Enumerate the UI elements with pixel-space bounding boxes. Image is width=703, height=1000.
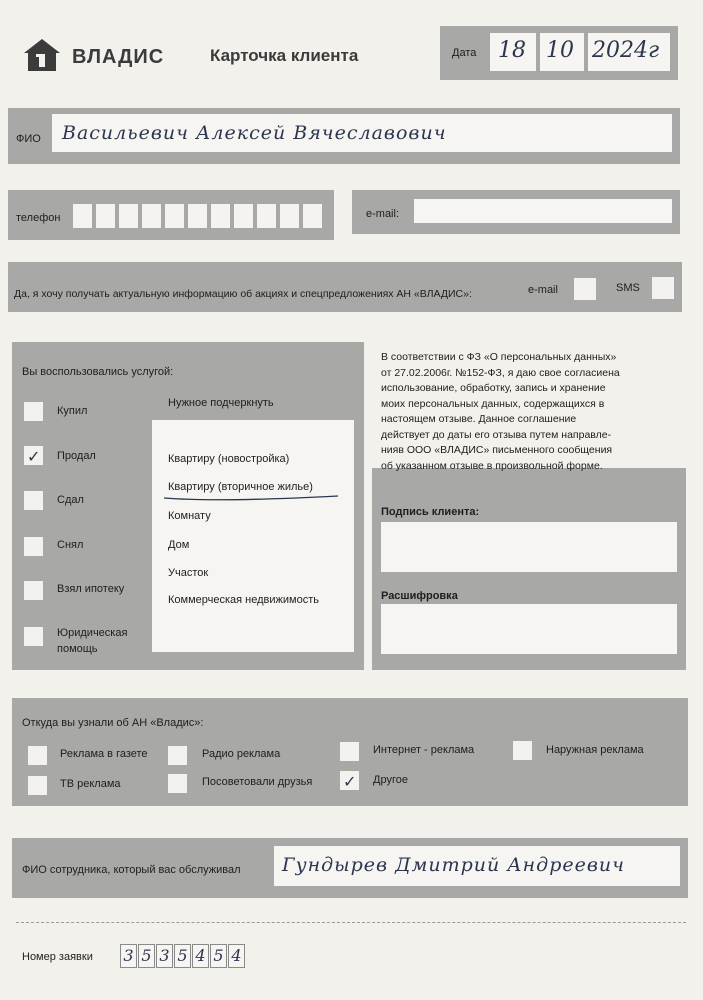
source-label-newspaper: Реклама в газете bbox=[60, 748, 148, 760]
request-digit-cell[interactable] bbox=[228, 944, 245, 968]
phone-digit-cell[interactable] bbox=[165, 204, 184, 228]
consent-line: настоящем отзыве. Данное соглашение bbox=[381, 413, 577, 425]
source-label-other: Другое bbox=[373, 774, 408, 786]
email-field[interactable] bbox=[414, 199, 672, 223]
service-label-sold: Продал bbox=[57, 450, 96, 462]
request-digit-cell[interactable] bbox=[156, 944, 173, 968]
object-house[interactable]: Дом bbox=[168, 539, 190, 551]
form-title: Карточка клиента bbox=[210, 46, 359, 65]
subscribe-sms-label: SMS bbox=[616, 282, 640, 294]
phone-digit-cell[interactable] bbox=[303, 204, 322, 228]
consent-line: В соответствии с ФЗ «О персональных данных» bbox=[381, 351, 617, 363]
source-label-tv: ТВ реклама bbox=[60, 778, 121, 790]
consent-line: действует до даты его отзыва путем направле- bbox=[381, 428, 612, 441]
decode-label: Расшифровка bbox=[381, 590, 458, 602]
check-mark-icon: ✓ bbox=[27, 447, 41, 466]
request-digit: 5 bbox=[213, 946, 224, 965]
consent-text bbox=[381, 350, 620, 474]
email-label: e-mail: bbox=[366, 208, 400, 220]
request-digit-cell[interactable] bbox=[138, 944, 155, 968]
service-label-rented-out: Сдал bbox=[57, 494, 84, 506]
service-checkbox-rented[interactable] bbox=[24, 537, 43, 556]
consent-line: моих персональных данных, содержащихся в bbox=[381, 397, 605, 410]
date-label: Дата bbox=[452, 47, 477, 59]
logo-icon bbox=[22, 37, 62, 73]
request-digit-cell[interactable] bbox=[192, 944, 209, 968]
object-commercial[interactable]: Коммерческая недвижимость bbox=[168, 594, 319, 606]
signature-field[interactable] bbox=[381, 522, 677, 572]
subscribe-email-checkbox[interactable] bbox=[574, 278, 596, 300]
services-title: Вы воспользовались услугой: bbox=[22, 366, 174, 378]
object-room[interactable]: Комнату bbox=[168, 510, 211, 522]
object-land[interactable]: Участок bbox=[168, 567, 209, 579]
phone-digit-cell[interactable] bbox=[211, 204, 230, 228]
date-month-value: 10 bbox=[546, 38, 574, 63]
request-label: Номер заявки bbox=[22, 951, 93, 963]
service-label-legal: Юридическая bbox=[57, 627, 128, 639]
fio-value: Васильевич Алексей Вячеславович bbox=[62, 122, 447, 144]
dashed-divider bbox=[16, 922, 686, 923]
date-day-value: 18 bbox=[498, 38, 526, 63]
source-checkbox-newspaper[interactable] bbox=[28, 746, 47, 765]
consent-line: использование, обработку, запись и хранение bbox=[381, 382, 606, 394]
source-title: Откуда вы узнали об АН «Владис»: bbox=[22, 717, 204, 729]
phone-digit-cell[interactable] bbox=[73, 204, 92, 228]
request-digit-cell[interactable] bbox=[120, 944, 137, 968]
request-digit: 3 bbox=[159, 946, 170, 965]
source-checkbox-friends[interactable] bbox=[168, 774, 187, 793]
phone-digit-cell[interactable] bbox=[257, 204, 276, 228]
services-hint: Нужное подчеркнуть bbox=[168, 397, 274, 409]
consent-line: об указанном отзыве в произвольной форме. bbox=[381, 459, 603, 472]
source-label-outdoor: Наружная реклама bbox=[546, 744, 644, 756]
phone-digit-cell[interactable] bbox=[188, 204, 207, 228]
source-checkbox-internet[interactable] bbox=[340, 742, 359, 761]
request-digit-cell[interactable] bbox=[210, 944, 227, 968]
object-secondary-apartment[interactable]: Квартиру (вторичное жилье) bbox=[168, 481, 313, 493]
date-year-value: 2024г bbox=[592, 38, 660, 63]
service-checkbox-rented-out[interactable] bbox=[24, 491, 43, 510]
phone-digit-cell[interactable] bbox=[142, 204, 161, 228]
underline-stroke bbox=[162, 489, 342, 499]
fio-label: ФИО bbox=[16, 133, 41, 145]
phone-digit-cell[interactable] bbox=[280, 204, 299, 228]
phone-digit-cell[interactable] bbox=[234, 204, 253, 228]
source-checkbox-outdoor[interactable] bbox=[513, 741, 532, 760]
subscribe-text: Да, я хочу получать актуальную информацию об акциях и спецпредложениях АН «ВЛАДИС»: bbox=[14, 288, 472, 300]
subscribe-email-label: e-mail bbox=[528, 284, 558, 296]
employee-value: Гундырев Дмитрий Андреевич bbox=[282, 854, 625, 876]
request-digit: 4 bbox=[195, 946, 206, 965]
consent-line: от 27.02.2006г. №152-ФЗ, я даю свое согласиена bbox=[381, 366, 620, 379]
request-digit: 3 bbox=[123, 946, 134, 965]
signature-label: Подпись клиента: bbox=[381, 506, 480, 518]
request-digit: 5 bbox=[177, 946, 188, 965]
employee-label: ФИО сотрудника, который вас обслуживал bbox=[22, 864, 241, 876]
service-checkbox-legal[interactable] bbox=[24, 627, 43, 646]
phone-label: телефон bbox=[16, 212, 61, 224]
request-digit-cell[interactable] bbox=[174, 944, 191, 968]
phone-digit-cell[interactable] bbox=[96, 204, 115, 228]
request-digit: 5 bbox=[141, 946, 152, 965]
decode-field[interactable] bbox=[381, 604, 677, 654]
service-label-rented: Снял bbox=[57, 539, 84, 551]
source-label-internet: Интернет - реклама bbox=[373, 744, 475, 756]
source-checkbox-tv[interactable] bbox=[28, 776, 47, 795]
service-checkbox-mortgage[interactable] bbox=[24, 581, 43, 600]
source-label-radio: Радио реклама bbox=[202, 748, 281, 760]
consent-line: нияв ООО «ВЛАДИС» письменного сообщения bbox=[381, 444, 613, 456]
subscribe-sms-checkbox[interactable] bbox=[652, 277, 674, 299]
request-digit: 4 bbox=[231, 946, 242, 965]
service-checkbox-bought[interactable] bbox=[24, 402, 43, 421]
check-mark-icon: ✓ bbox=[343, 772, 357, 791]
service-label-mortgage: Взял ипотеку bbox=[57, 583, 125, 595]
service-label-legal-line2: помощь bbox=[57, 643, 98, 655]
source-label-friends: Посоветовали друзья bbox=[202, 776, 313, 788]
brand-name: ВЛАДИС bbox=[72, 46, 165, 68]
service-label-bought: Купил bbox=[57, 405, 88, 417]
object-new-apartment[interactable]: Квартиру (новостройка) bbox=[168, 453, 290, 465]
phone-digit-cell[interactable] bbox=[119, 204, 138, 228]
source-checkbox-radio[interactable] bbox=[168, 746, 187, 765]
